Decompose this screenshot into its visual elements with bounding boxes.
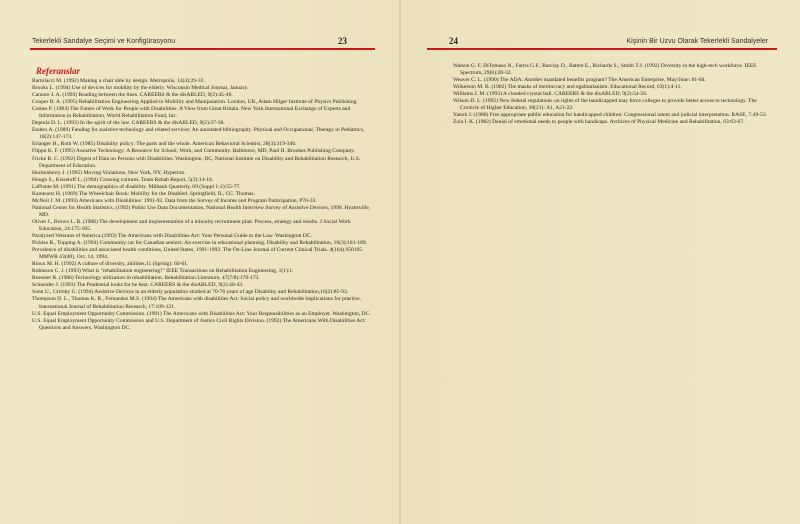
- reference-entry: Zola I. K. (1982) Denial of emotional needs to people with handicaps. Archives of Physical Medicine and Rehabilitation, 63:63-67.: [453, 119, 745, 126]
- running-header-left: Tekerlekli Sandalye Seçimi ve Konfigürasyonu: [32, 38, 176, 45]
- reference-entry: Cooper R. A. (1995) Rehabilitation Engineering Applied to Mobility and Manipulation. London, UK, Adam Hilger Institute of Physics Publishing.: [32, 99, 358, 106]
- reference-entry: Sonn U., Grimby G. (1994) Assistive Devices in an elderly population studied at 70-76 years of age Disability and Rehabilitation,16(2):85-93.: [32, 289, 349, 296]
- reference-entry: U.S. Equal Employment Opportunity Commission and U.S. Department of Justice Civil Rights Division. (1992) The Americans With Disabilities Act: Questions and Answers. Washington DC.: [32, 317, 366, 331]
- reference-entry: Wilson D. L. (1992) New federal regulations on rights of the handicapped may force colleges to provide better access to technology. The Cronicle of Higher Education, 38(21): A1, A21-22.: [453, 98, 757, 112]
- left-page: [0, 0, 399, 524]
- reference-entry: Erlanger H., Roth W. (1985) Disability policy: The parts and the whole. American Behavioral Scientist, 28(3):319-346.: [32, 141, 297, 148]
- header-rule-left: [30, 48, 375, 50]
- reference-entry: Brooks L. (1994) Use of devices for mobility by the elderly. Wisconsin Medical Journal, January.: [32, 85, 249, 92]
- reference-entry: LaPlante M. (1991) The demographics of disability. Milbank Quarterly, 69 (Suppl 1-2):55-77.: [32, 183, 241, 190]
- right-page: [401, 0, 800, 524]
- reference-entry: Schneider J. (1993) The Prudential looks for be best. CAREERS & the disABLED, 9(2):40-43.: [32, 282, 244, 289]
- reference-entry: Fricke R. C. (1992) Digest of Data on Persons with Disabilities. Washington, DC, National Institute on Disability and Rehabilitation Research, U.S. Department of Education.: [32, 155, 361, 169]
- reference-entry: Oliver J., Brown L. B. (1988) The development and implementation of a minority recruitment plan: Process, strategy and results. J Social Work Education, 24:175-185.: [32, 218, 351, 232]
- reference-list-right: [453, 63, 771, 126]
- reference-entry: Robinson C. J. (1993) What is "rehabilitation engineering?" IEEE Transactions on Rehabilitation Engineering, 1(1):1.: [32, 268, 294, 275]
- reference-entry: Yanok J. (1986) Free appropriate public education for handicapped children: Congressional intent and judicial interpretation. RASE, 7:49-53.: [453, 112, 767, 119]
- reference-entry: Wilkerson M. B. (1982) The masks of meritocracy and egalitarianism. Educational Record, 63(1):4-11.: [453, 84, 682, 91]
- reference-entry: Pickles B., Topping A. (1994) Community car for Canadian seniors: An exercise in educational planning, Disability and Rehabilitation, 16(3):181-189.: [32, 240, 368, 247]
- reference-entry: McNeil J. M. (1993) Americans with Disabilities: 1991-92. Data from the Survey of Income and Program Participation, P70-33.: [32, 197, 317, 204]
- reference-entry: Watson G. F. DiTomaso N., Farris G.F., Barclay D., Batten E., Richards S., Smith T.J. (1992) Diversity in the high-tech workforce. IEEE Spectrum, 29(6):20-32.: [453, 63, 757, 77]
- reference-list-left: [32, 78, 375, 332]
- header-rule-right: [427, 48, 777, 50]
- reference-entry: Roessler R. (1986) Technology utilization in rehabilitation. Rehabilitation Literature, 47(7/8):170-173.: [32, 275, 260, 282]
- reference-entry: Weaver C. L. (1990) The ADA: Another mandated benefits program? The American Enterprise, May/June: 81-84.: [453, 77, 706, 84]
- reference-entry: Hockenberry J. (1995) Moving Violations. New York, NY, Hyperion.: [32, 169, 186, 176]
- reference-entry: Kamenetz H. (1969) The Wheelchair Book: Mobility for the Disabled. Springfield, IL, CC. Thomas.: [32, 190, 255, 197]
- reference-entry: Deptula D. L. (1993) In the spirit of the law. CAREERS & the disABLED, 9(2):37-38.: [32, 120, 225, 127]
- running-header-right: Kişinin Bir Uzvu Olarak Tekerlekli Sandalyeler: [626, 38, 768, 45]
- reference-entry: Thompson D. L., Thomas K. R., Fernandez M.S. (1994) The Americans with disabilities Act: Social policy and worldwide implications for practice. International Journal of Rehabilitation Research, 17:109-121.: [32, 296, 362, 310]
- reference-entry: Cantore J. A. (1993) Reading between the lines. CAREERS & the disABLED, 9(2):45-46.: [32, 92, 233, 99]
- reference-entry: Enders A. (1989) Funding for assistive technology and related services: An annotated bibliography. Physical and Occupational, Therapy in Pediatrics, 10(2):147-173.: [32, 127, 365, 141]
- reference-entry: Rioux M. H. (1992) A culture of diversity, abilities,11 (Spring): 60-61.: [32, 261, 189, 268]
- section-title: Referanslar: [36, 66, 81, 76]
- reference-entry: Hough S., Kisseloff L. (1994) Crossing cultures. Team Rehab Report, 5(3):14-18.: [32, 176, 214, 183]
- reference-entry: Paralyzed Veterans of America.(1993) The Americans with Disabilities Act: Your Personal Guide to the Law. Washington DC.: [32, 233, 312, 240]
- page-number-left: 23: [338, 36, 347, 46]
- reference-entry: Flippo K. F. (1995) Assistive Technology: A Resource for School, Work, and Community. Baltimore, MD, Paul H. Brookes Publishing Company.: [32, 148, 355, 155]
- reference-entry: Comes P. (1984) The Future of Work for People with Disabilities: A View from Great Britain. New York International Exchange of Experts and Information in Rehabilitation, World Rehabilitation Fund, Inc.: [32, 106, 351, 120]
- reference-entry: U.S. Equal Employment Opportunity Commission. (1991) The Americans with Disabilities Act: Your Responsibilities as an Employer. Washington, DC.: [32, 310, 371, 317]
- page-number-right: 24: [449, 36, 458, 46]
- reference-entry: Bartolacci M. (1992) Making a chair able by design. Metropolis, 12(4):29-33.: [32, 78, 205, 84]
- reference-entry: Williams J. M. (1993) A clouded crystal ball. CAREERS & the disABLED, 9(2):54-56.: [453, 91, 648, 98]
- reference-entry: National Center for Health Statistics. (1992) Public Use Data Documentation, National Health Interview Survey of Assistive Devices, 1990. Hyattsville, MD.: [32, 204, 371, 218]
- reference-entry: Prevalence of disabilities and associated health conditions, United States, 1991-1992. The On-Line Journal of Current Clinical Trials. 4(164).950105 MMWR 43(40), Oct. 14, 1994.: [32, 247, 363, 261]
